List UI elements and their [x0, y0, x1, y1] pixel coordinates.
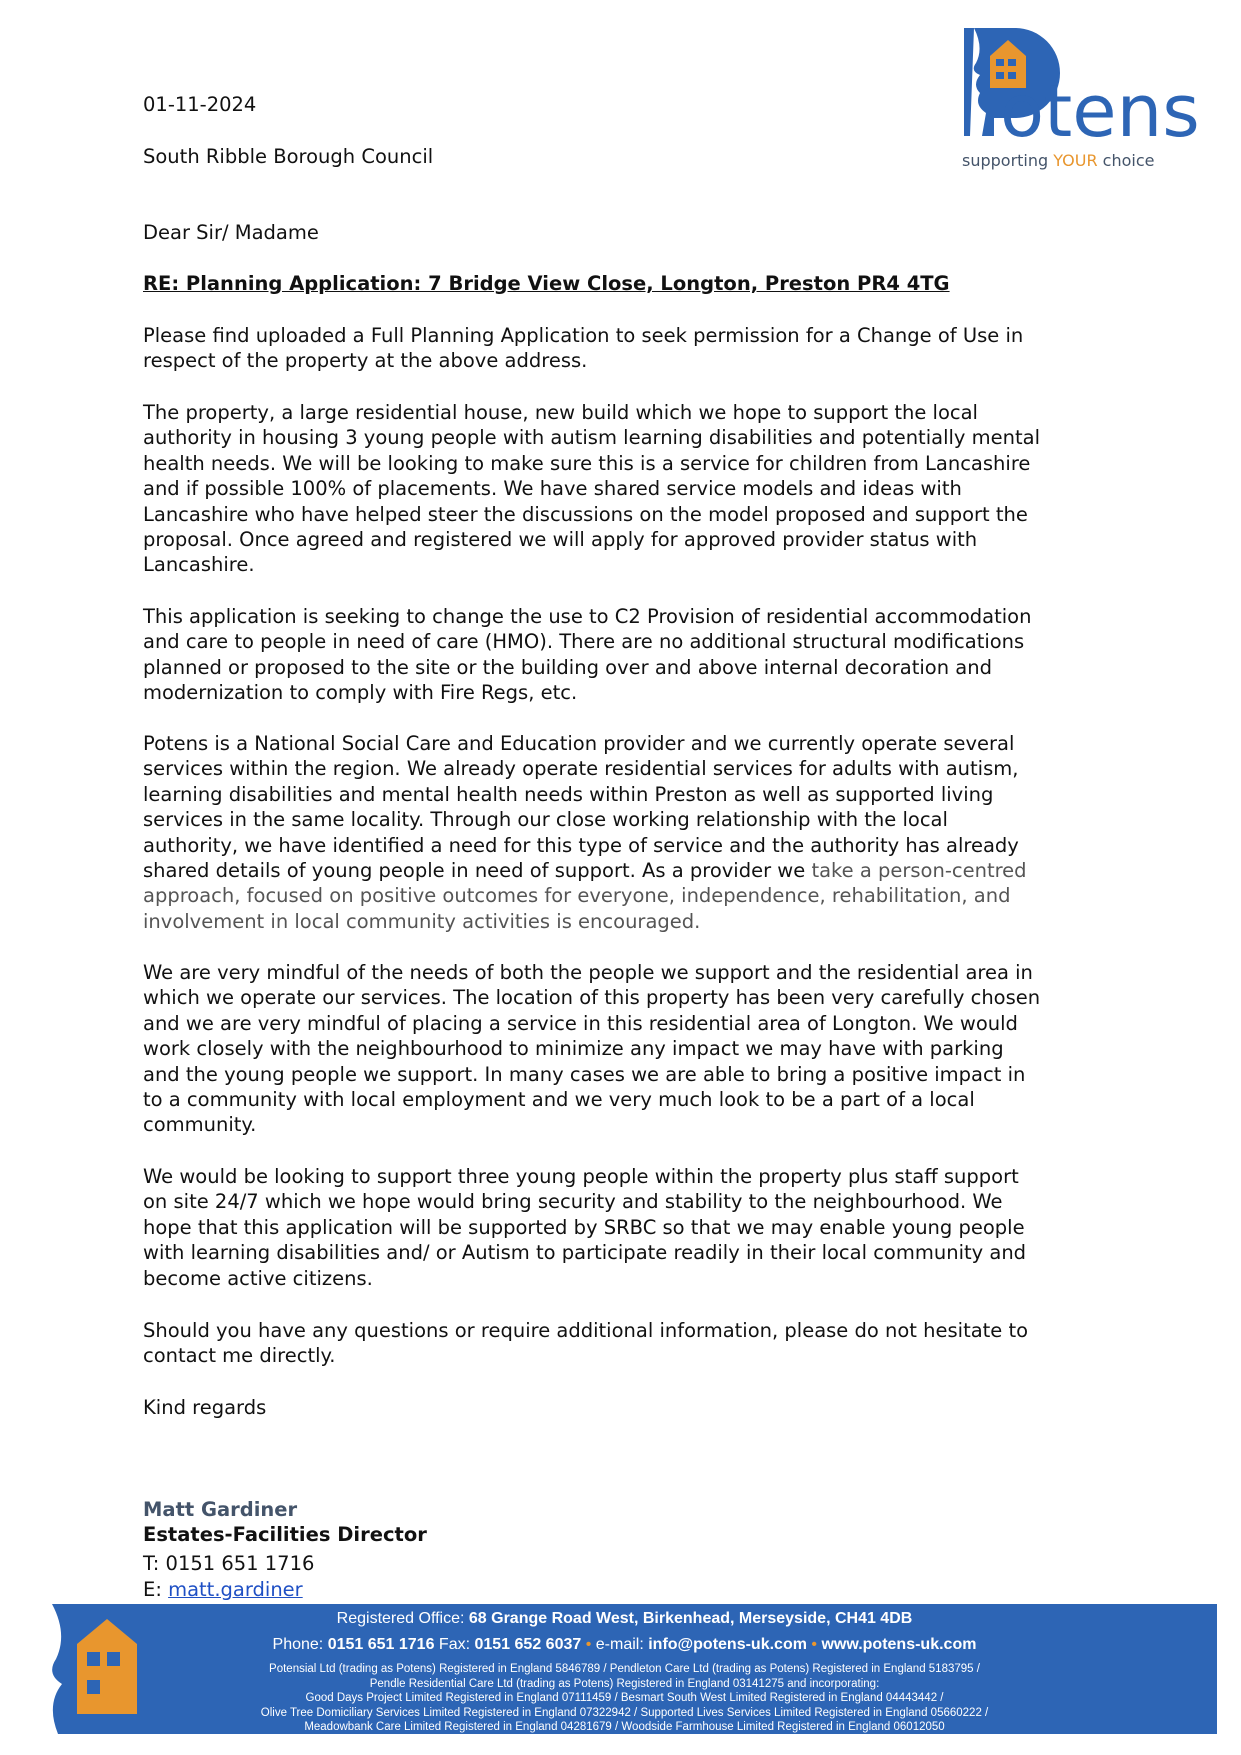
- paragraph-line: The property, a large residential house, new build which we hope to support the local: [143, 401, 978, 424]
- potens-logo: [960, 26, 1220, 186]
- gray-text: take a person-centred: [811, 858, 1027, 882]
- body-paragraph: [143, 960, 1040, 1138]
- paragraph-line: and the young people we support. In many cases we are able to bring a positive impact in: [143, 1062, 1026, 1086]
- salutation: Dear Sir/ Madame: [143, 221, 319, 244]
- paragraph-line: and care to people in need of care (HMO). There are no additional structural modifications: [143, 630, 1025, 654]
- paragraph-line: We are very mindful of the needs of both the people we support and the residential area in: [143, 961, 1033, 984]
- paragraph-line: work closely with the neighbourhood to minimize any impact we may have with parking: [143, 1037, 1004, 1061]
- paragraph-line: on site 24/7 which we hope would bring security and stability to the neighbourhood. We: [143, 1190, 1003, 1214]
- paragraph-line: planned or proposed to the site or the building over and above internal decoration and: [143, 655, 992, 679]
- body-paragraph: [143, 400, 1040, 578]
- body-paragraph: [143, 1164, 1026, 1291]
- footer-contact: Phone: 0151 651 1716 Fax: 0151 652 6037 • e-mail: info@potens-uk.com • www.potens-uk.com: [272, 1636, 977, 1653]
- paragraph-line: health needs. We will be looking to make sure this is a service for children from Lancashire: [143, 451, 1031, 475]
- gray-text: involvement in local community activities is encouraged.: [143, 909, 701, 933]
- paragraph-line: shared details of young people in need of support. As a provider we take a person-centred: [143, 858, 1027, 882]
- email-label: E:: [143, 1578, 169, 1601]
- body-paragraph: [143, 731, 1027, 934]
- footer-legal-line: Meadowbank Care Limited Registered in England 04281679 / Woodside Farmhouse Limited Registered in England 06012050: [304, 1721, 945, 1733]
- signature-phone: T: 0151 651 1716: [143, 1552, 315, 1575]
- subject-line: RE: Planning Application: 7 Bridge View Close, Longton, Preston PR4 4TG: [143, 272, 950, 295]
- footer-legal-line: Olive Tree Domiciliary Services Limited Registered in England 07322942 / Supported Lives Services Limited Registered in England 05660222 /: [260, 1706, 989, 1719]
- paragraph-line: Lancashire who have helped steer the discussions on the model proposed and support the: [143, 502, 1028, 526]
- paragraph-line: Please find uploaded a Full Planning Application to seek permission for a Change of Use in: [143, 324, 1024, 347]
- paragraph-line: [143, 883, 1027, 908]
- paragraph-line: authority in housing 3 young people with autism learning disabilities and potentially mental: [143, 426, 1041, 450]
- paragraph-line: and if possible 100% of placements. We have shared service models and ideas with: [143, 477, 962, 501]
- paragraph-line: which we operate our services. The location of this property has been very carefully chosen: [143, 986, 1041, 1010]
- signature-title: Estates-Facilities Director: [143, 1523, 427, 1546]
- paragraph-line: authority, we have identified a need for this type of service and the authority has already: [143, 833, 1019, 857]
- logo-brand: otens: [1000, 69, 1200, 153]
- body-paragraph: [143, 1318, 1028, 1369]
- email-link[interactable]: matt.gardiner: [168, 1578, 303, 1601]
- body-paragraph: [143, 323, 1023, 374]
- potens-logo-mark: [960, 26, 1220, 186]
- paragraph-line: hope that this application will be supported by SRBC so that we may enable young people: [143, 1215, 1025, 1239]
- closing: Kind regards: [143, 1396, 267, 1419]
- paragraph-line: and we are very mindful of placing a service in this residential area of Longton. We would: [143, 1011, 1018, 1035]
- letter-date: 01-11-2024: [143, 93, 257, 116]
- paragraph-line: services in the same locality. Through our close working relationship with the local: [143, 808, 948, 832]
- paragraph-line: learning disabilities and mental health needs within Preston as well as supported living: [143, 782, 994, 806]
- paragraph-line: with learning disabilities and/ or Autism to participate readily in their local community and: [143, 1241, 1027, 1265]
- footer-legal-line: Potensial Ltd (trading as Potens) Registered in England 5846789 / Pendleton Care Ltd (trading as Potens) Registered in England 5183795 /: [269, 1663, 980, 1675]
- paragraph-line: [143, 909, 1027, 934]
- logo-tagline: supporting YOUR choice: [962, 151, 1155, 170]
- paragraph-line: This application is seeking to change the use to C2 Provision of residential accommodation: [143, 605, 1032, 628]
- signature-name: Matt Gardiner: [143, 1498, 298, 1521]
- paragraph-line: We would be looking to support three young people within the property plus staff support: [143, 1165, 1019, 1188]
- paragraph-line: Lancashire.: [143, 553, 255, 577]
- paragraph-line: community.: [143, 1113, 257, 1137]
- footer-legal-line: Pendle Residential Care Ltd (trading as Potens) Registered in England 03141275 and incorporating:: [369, 1677, 880, 1690]
- signature-email: [143, 1577, 303, 1602]
- paragraph-line: proposal. Once agreed and registered we will apply for approved provider status with: [143, 527, 978, 551]
- paragraph-line: contact me directly.: [143, 1344, 336, 1368]
- gray-text: approach, focused on positive outcomes for everyone, independence, rehabilitation, and: [143, 884, 1011, 908]
- paragraph-line: services within the region. We already operate residential services for adults with autism,: [143, 757, 1019, 781]
- paragraph-line: become active citizens.: [143, 1266, 373, 1290]
- paragraph-line: respect of the property at the above address.: [143, 349, 588, 373]
- paragraph-line: Should you have any questions or require additional information, please do not hesitate to: [143, 1319, 1029, 1342]
- paragraph-line: to a community with local employment and we very much look to be a part of a local: [143, 1087, 975, 1111]
- recipient: South Ribble Borough Council: [143, 145, 434, 168]
- paragraph-line: modernization to comply with Fire Regs, etc.: [143, 681, 578, 705]
- paragraph-line: Potens is a National Social Care and Education provider and we currently operate several: [143, 732, 1015, 755]
- letterhead-footer: [32, 1604, 1217, 1734]
- footer-office: Registered Office: 68 Grange Road West, Birkenhead, Merseyside, CH41 4DB: [336, 1610, 913, 1627]
- body-paragraph: [143, 604, 1031, 706]
- footer-legal-line: Good Days Project Limited Registered in England 07111459 / Besmart South West Limited Registered in England 04443442 /: [305, 1692, 944, 1704]
